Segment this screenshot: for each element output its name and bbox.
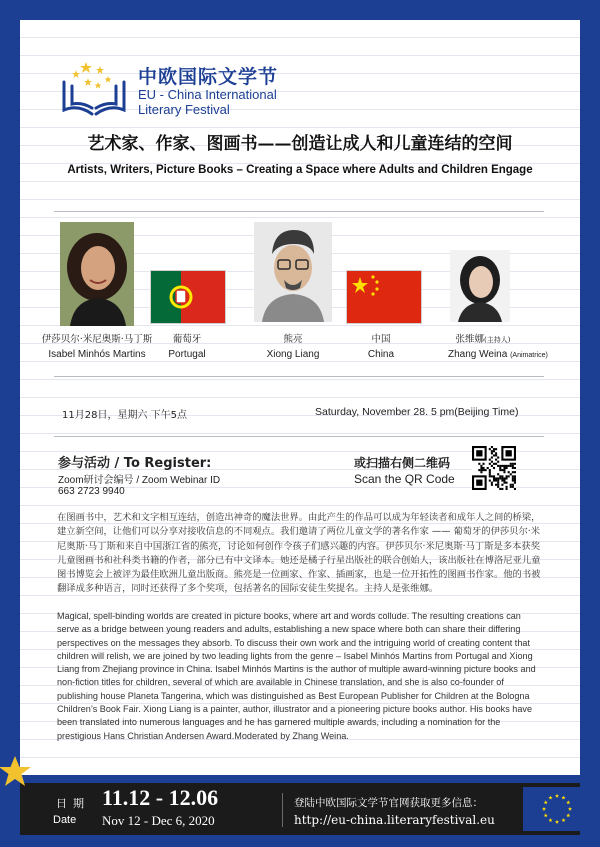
country-name-en-china: China xyxy=(367,349,395,360)
qr-instruction-cn: 或扫描右侧二维码 xyxy=(354,456,451,470)
festival-name-en-line2: Literary Festival xyxy=(138,102,230,117)
moderator-name-cn xyxy=(428,331,538,345)
poster-page xyxy=(20,20,580,775)
gold-star-icon xyxy=(0,755,32,789)
divider-speakers xyxy=(54,376,544,377)
country-name-cn-portugal: 葡萄牙 xyxy=(172,334,202,345)
portrait-woman-icon xyxy=(60,222,134,326)
festival-dates-big: 11.12 - 12.06 xyxy=(102,785,219,810)
festival-logo xyxy=(58,60,298,130)
event-title-cn: 艺术家、作家、图画书——创造让成人和儿童连结的空间 xyxy=(87,134,513,154)
photo-zhang-weina xyxy=(450,250,510,322)
website-url[interactable]: http://eu-china.literaryfestival.eu xyxy=(294,813,495,827)
footer-divider xyxy=(282,793,283,827)
moderator-name-cn-text: 张维娜 xyxy=(455,334,485,345)
speaker-name-cn-xiong: 熊亮 xyxy=(283,334,303,345)
country-name-en-portugal: Portugal xyxy=(168,349,206,360)
description-cn: 在图画书中，艺术和文字相互连结，创造出神奇的魔法世界。由此产生的作品可以成为年轻读者和成年人之间的桥梁，建立新空间，让他们可以分享对接收信息的不同观点。我们邀请了两位儿童文学的著名作家 —— 葡萄牙的伊莎贝尔·米尼奥斯·马丁斯和来自中国浙江省的熊亮，讨论如何创作令孩子们感兴趣的内容。伊莎贝尔·米尼奥斯·马丁斯是多本获奖儿童图画书和社科类书籍的作者，部分已有中文译本。她还是橘子行星出版社的联合创始人，该出版社在博洛尼亚儿童图书博览会上被评为最佳欧洲儿童出版商。熊亮是一位画家、作家、插画家，也是一位开拓性的图画书作家。他的书被翻译成多种语言，同时还获得了多个奖项，包括著名的国际安徒生奖提名。主持人是张维娜。 xyxy=(57,512,541,595)
photo-xiong-liang xyxy=(254,222,332,322)
country-name-cn-china: 中国 xyxy=(371,334,391,345)
footer xyxy=(0,775,600,847)
website-info-cn: 登陆中欧国际文学节官网获取更多信息： xyxy=(294,797,483,809)
event-time-cn: 11月28日，星期六 下午5点 xyxy=(62,410,187,421)
qr-instruction-en: Scan the QR Code xyxy=(354,472,455,486)
speaker-name-cn-isabel: 伊莎贝尔·米尼奥斯·马丁斯 xyxy=(41,334,153,345)
event-title-en: Artists, Writers, Picture Books – Creating a Space where Adults and Children Engage xyxy=(67,164,533,176)
divider-top xyxy=(54,211,544,212)
register-title: 参与活动 / To Register: xyxy=(58,456,212,471)
zoom-webinar-label: Zoom研讨会编号 / Zoom Webinar ID xyxy=(58,475,221,486)
festival-name-cn: 中欧国际文学节 xyxy=(138,66,279,88)
eu-flag-icon xyxy=(523,787,591,831)
footer-bar xyxy=(20,783,580,835)
portugal-flag-icon xyxy=(151,271,225,323)
portrait-man-icon xyxy=(254,222,332,322)
flag-china xyxy=(346,270,422,324)
event-time-en: Saturday, November 28. 5 pm(Beijing Time) xyxy=(315,406,519,418)
moderator-role-en: (Animatrice) xyxy=(510,352,548,359)
flag-portugal xyxy=(150,270,226,324)
moderator-name-en xyxy=(428,349,578,360)
speaker-name-en-isabel: Isabel Minhós Martins xyxy=(48,349,146,360)
festival-dates-range: Nov 12 - Dec 6, 2020 xyxy=(102,813,215,828)
photo-isabel-minhos-martins xyxy=(60,222,134,326)
book-stars-icon xyxy=(58,60,130,120)
moderator-name-en-text: Zhang Weina xyxy=(448,349,508,360)
festival-name-en-line1: EU - China International xyxy=(138,87,277,102)
date-label-cn: 日期 xyxy=(56,797,90,810)
china-flag-icon xyxy=(347,271,421,323)
qr-code-icon[interactable] xyxy=(472,446,516,490)
zoom-webinar-id[interactable]: 663 2723 9940 xyxy=(58,486,125,497)
speaker-name-en-xiong: Xiong Liang xyxy=(266,349,320,360)
moderator-role-cn: (主持人) xyxy=(484,336,511,344)
divider-time xyxy=(54,436,544,437)
date-label-en: Date xyxy=(53,814,77,826)
description-en: Magical, spell-binding worlds are created in picture books, where art and words collude. The resulting creations can serve as a bridge between young readers and adults, establishing a new space where both can share their differing perspectives on the messages they absorb. To discuss their own work and the intriguing world of creating content that children will relish, we are joined by two leading lights from the genre – Isabel Minhós Martins from Portugal and Xiong Liang from Zhejiang province in China. Isabel Minhós Martins is the author of multiple award-winning picture books and non-fiction titles for children, several of which are available in Chinese translation, and she is also co-founder of publishing house Planeta Tangerina, which was distinguished as Best European Publisher for Children at the Bologna Children’s Book Fair. Xiong Liang is a painter, author, illustrator and a pioneering picture books author. His books have been translated into numerous languages and he has garnered multiple awards, including a nomination for the prestigious Hans Christian Andersen Award.Moderated by Zhang Weina. xyxy=(57,611,536,741)
portrait-moderator-icon xyxy=(450,250,510,322)
